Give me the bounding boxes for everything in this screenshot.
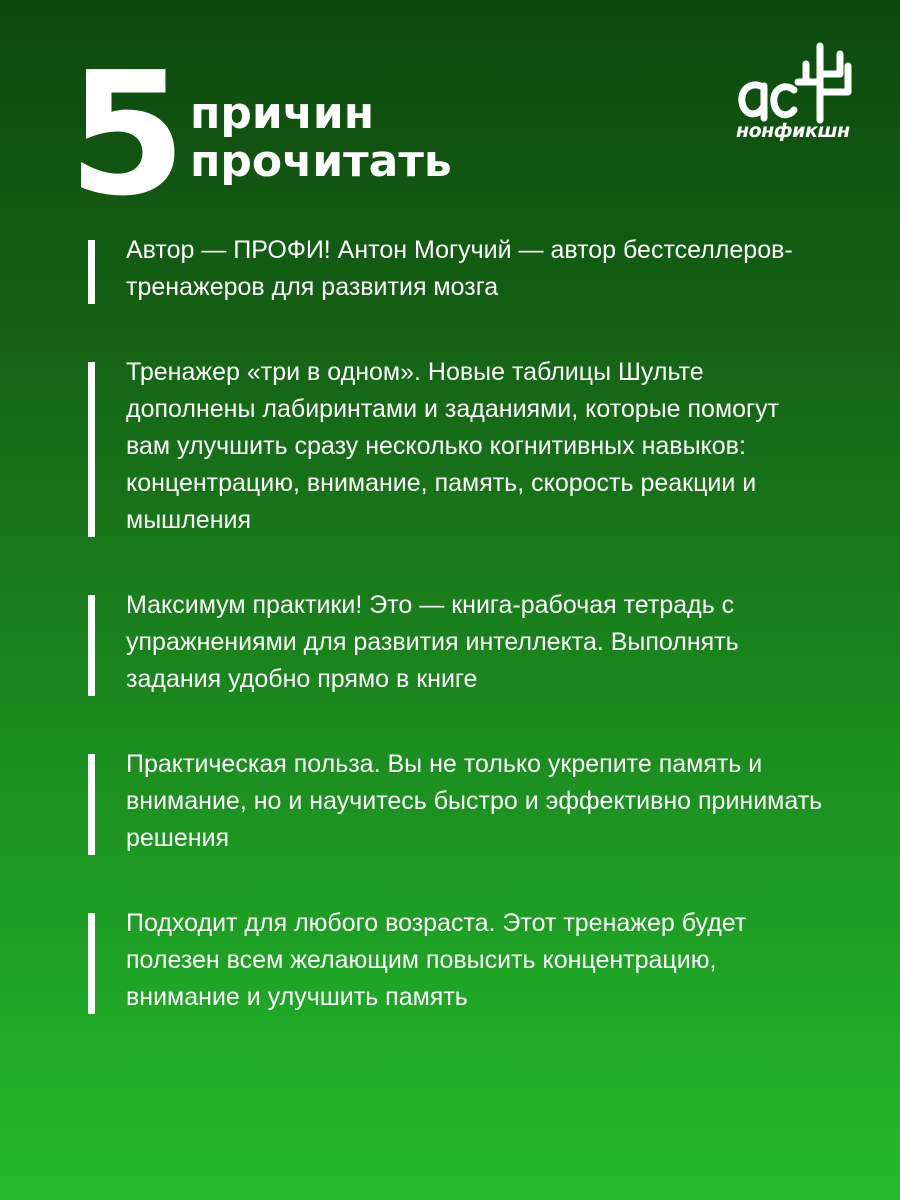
page-title	[190, 90, 452, 186]
reason-item	[88, 587, 828, 698]
logo-wordmark: нонфикшн	[736, 120, 850, 142]
reason-item	[88, 746, 828, 857]
reason-text: Практическая польза. Вы не только укрепите память и внимание, но и научитесь быстро и эффективно принимать решения	[126, 750, 823, 852]
reason-text: Максимум практики! Это — книга-рабочая тетрадь с упражнениями для развития интеллекта. Выполнять задания удобно прямо в книге	[126, 591, 739, 693]
reason-item	[88, 905, 828, 1016]
reason-item	[88, 354, 828, 539]
reason-text: Автор — ПРОФИ! Антон Могучий — автор бестселлеров-тренажеров для развития мозга	[126, 236, 793, 301]
cactus-icon	[736, 36, 866, 126]
reason-item	[88, 232, 828, 306]
reason-bar	[88, 362, 95, 537]
reason-bar	[88, 595, 95, 696]
title-line-2: прочитать	[190, 136, 452, 187]
reason-bar	[88, 754, 95, 855]
reason-text: Подходит для любого возраста. Этот тренажер будет полезен всем желающим повысить концентрацию, внимание и улучшить память	[126, 909, 747, 1011]
reason-count: 5	[68, 36, 183, 234]
title-line-1: причин	[190, 88, 375, 139]
reason-text: Тренажер «три в одном». Новые таблицы Шульте дополнены лабиринтами и заданиями, которые помогут вам улучшить сразу несколько когнитивных навыков: концентрацию, внимание, память, скорость реакции и мышления	[126, 358, 780, 534]
reason-bar	[88, 240, 95, 304]
reason-bar	[88, 913, 95, 1014]
publisher-logo	[736, 36, 866, 156]
header	[0, 0, 900, 234]
reasons-list	[88, 232, 828, 1064]
